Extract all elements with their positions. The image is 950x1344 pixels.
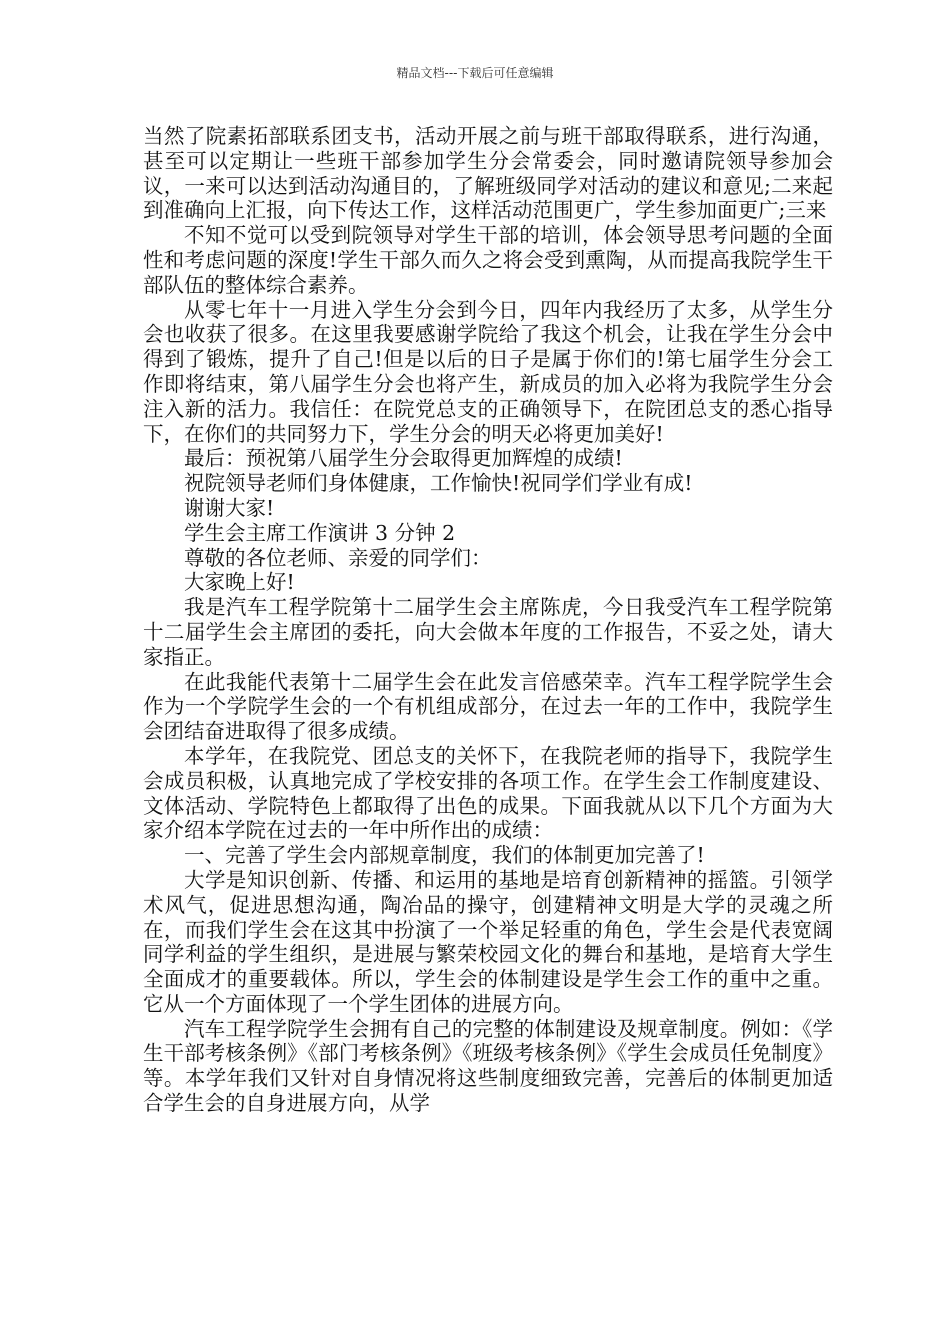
paragraph-6: 谢谢大家! [184,495,275,520]
paragraph-11: 在此我能代表第十二届学生会在此发言倍感荣幸。汽车工程学院学生会作为一个学院学生会的一个有机组成部分，在过去一年的工作中，我院学生会团结奋进取得了很多成绩。 [143,669,833,744]
paragraph-3: 从零七年十一月进入学生分会到今日，四年内我经历了太多，从学生分会也收获了很多。在这里我要感谢学院给了我这个机会，让我在学生分会中得到了锻炼，提升了自己!但是以后的日子是属于你们的!第七届学生分会工作即将结束，第八届学生分会也将产生，新成员的加入必将为我院学生分会注入新的活力。我信任：在院党总支的正确领导下，在院团总支的悉心指导下，在你们的共同努力下，学生分会的明天必将更加美好! [143,297,833,446]
paragraph-14: 大学是知识创新、传播、和运用的基地是培育创新精神的摇篮。引领学术风气，促进思想沟通，陶冶品的操守，创建精神文明是大学的灵魂之所在，而我们学生会在这其中扮演了一个举足轻重的角色，学生会是代表宽阔同学利益的学生组织，是进展与繁荣校园文化的舞台和基地，是培育大学生全面成才的重要载体。所以，学生会的体制建设是学生会工作的重中之重。它从一个方面体现了一个学生团体的进展方向。 [143,867,833,1016]
paragraph-2: 不知不觉可以受到院领导对学生干部的培训，体会领导思考问题的全面性和考虑问题的深度!学生干部久而久之将会受到熏陶，从而提高我院学生干部队伍的整体综合素养。 [143,223,833,297]
greeting: 大家晚上好! [184,570,295,595]
paragraph-12: 本学年，在我院党、团总支的关怀下，在我院老师的指导下，我院学生会成员积极，认真地完成了学校安排的各项工作。在学生会工作制度建设、文体活动、学院特色上都取得了出色的成果。下面我就从以下几个方面为大家介绍本学院在过去的一年中所作出的成绩： [143,743,833,843]
paragraph-1: 当然了院素拓部联系团支书，活动开展之前与班干部取得联系，进行沟通，甚至可以定期让一些班干部参加学生分会常委会，同时邀请院领导参加会议，一来可以达到活动沟通目的，了解班级同学对活动的建议和意见;二来起到准确向上汇报，向下传达工作，这样活动范围更广，学生参加面更广;三来 [143,124,833,223]
subheading: 一、完善了学生会内部规章制度，我们的体制更加完善了! [184,843,705,868]
paragraph-15: 汽车工程学院学生会拥有自己的完整的体制建设及规章制度。例如：《学生干部考核条例》《部门考核条例》《班级考核条例》《学生会成员任免制度》等。本学年我们又针对自身情况将这些制度细致完善，完善后的体制更加适合学生会的自身进展方向，从学 [143,1016,833,1116]
document-body [143,124,833,1116]
paragraph-10: 我是汽车工程学院第十二届学生会主席陈虎，今日我受汽车工程学院第十二届学生会主席团的委托，向大会做本年度的工作报告，不妥之处，请大家指正。 [143,595,833,669]
page-header: 精品文档---下载后可任意编辑 [396,66,554,80]
salutation: 尊敬的各位老师、亲爱的同学们： [184,545,492,570]
section-title: 学生会主席工作演讲 3 分钟 2 [184,520,456,545]
paragraph-5: 祝院领导老师们身体健康，工作愉快!祝同学们学业有成! [184,471,693,496]
paragraph-4: 最后：预祝第八届学生分会取得更加辉煌的成绩! [184,446,623,471]
